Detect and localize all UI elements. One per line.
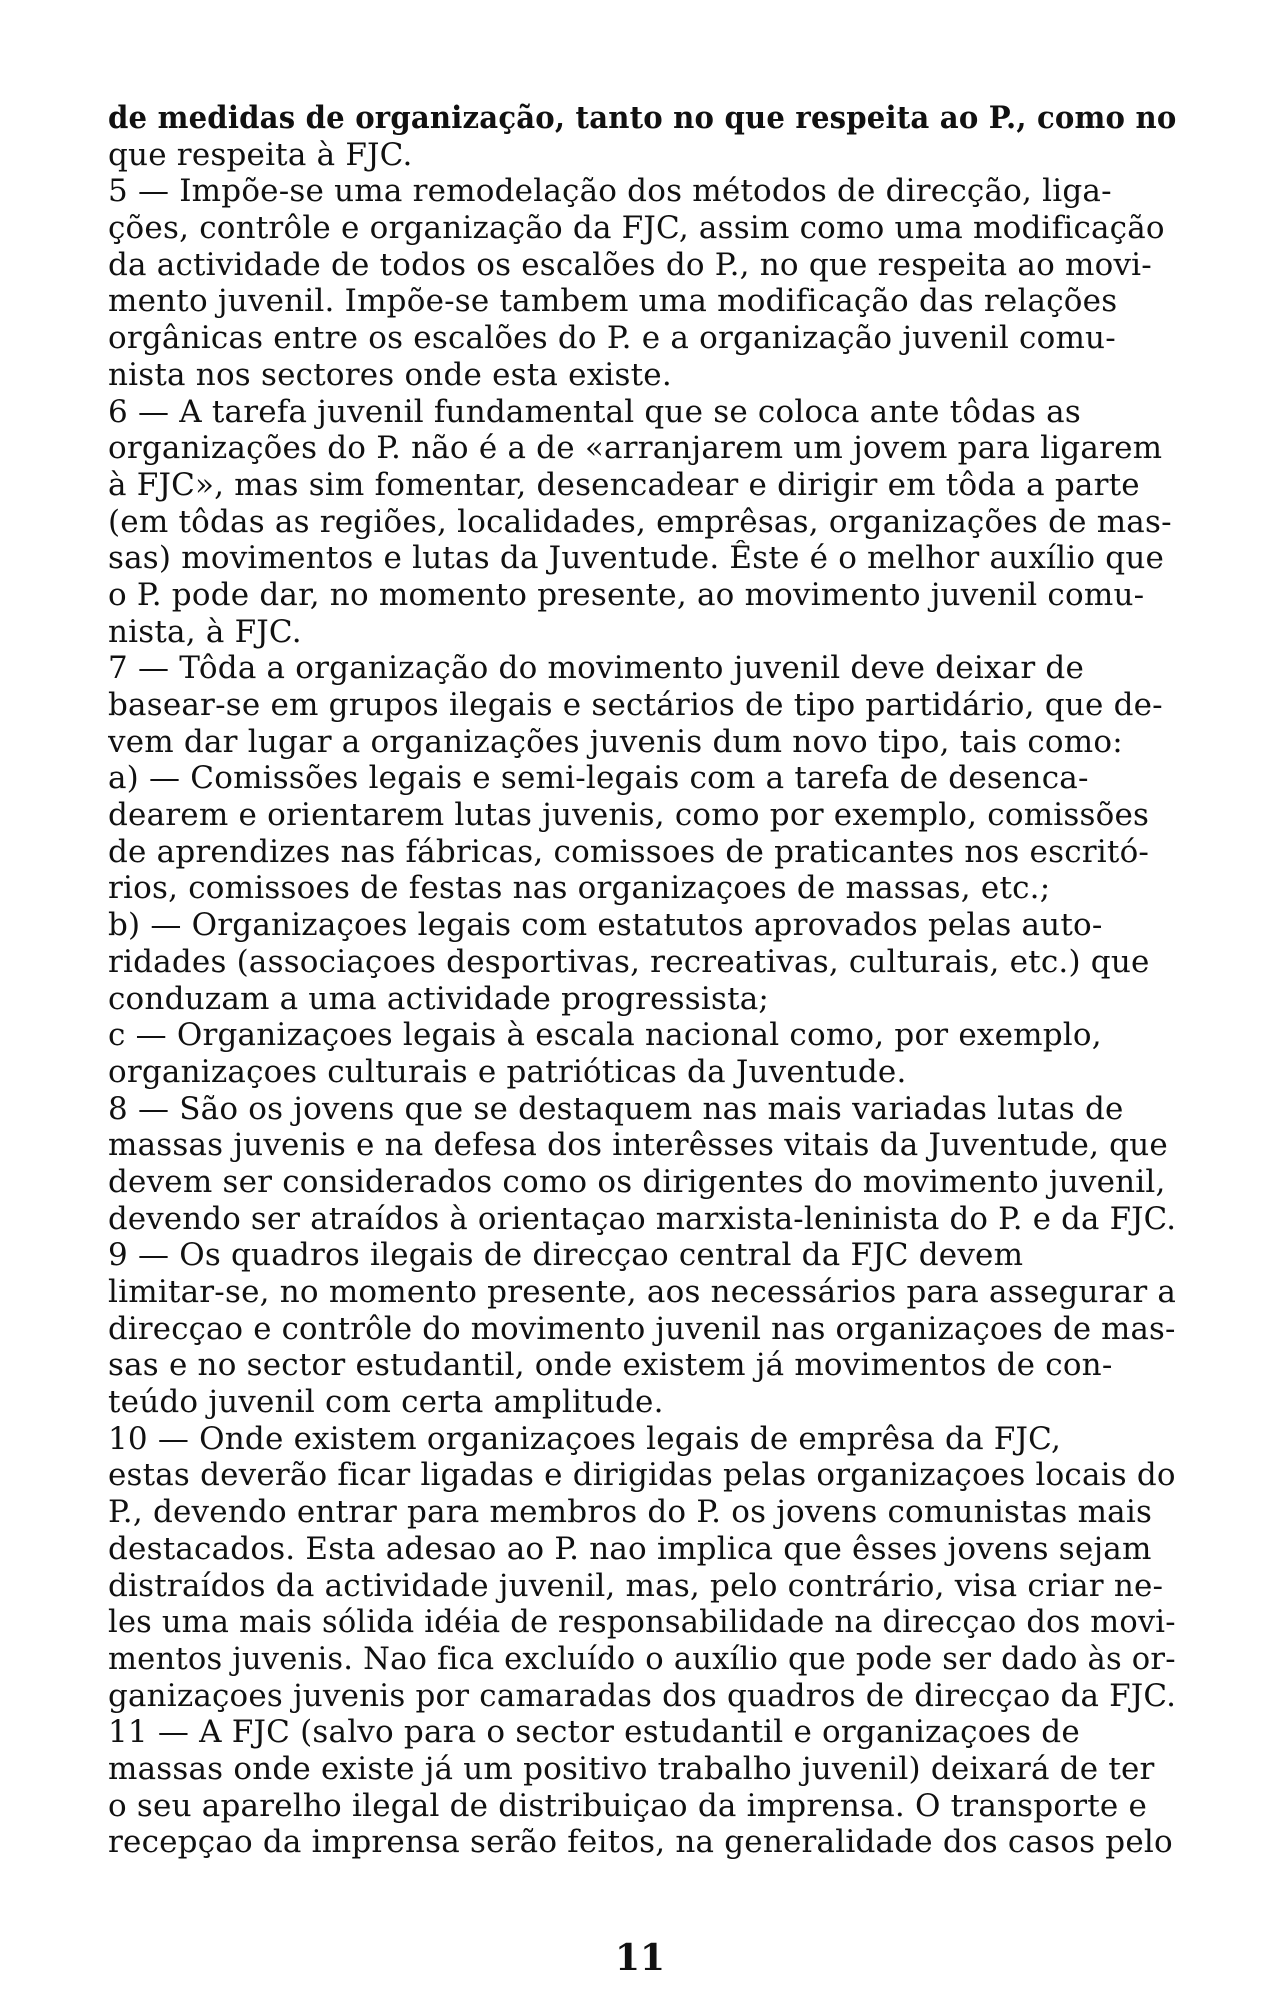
text-line: orgânicas entre os escalões do P. e a organização juvenil comu- (108, 320, 1116, 357)
text-line: da actividade de todos os escalões do P., no que respeita ao movi- (108, 246, 1152, 283)
text-line: destacados. Esta adesao ao P. nao implica que êsses jovens sejam (108, 1530, 1152, 1567)
text-line: devem ser considerados como os dirigentes do movimento juvenil, (108, 1163, 1166, 1200)
text-line: estas deverão ficar ligadas e dirigidas pelas organizaçoes locais do (108, 1457, 1176, 1494)
text-line: (em tôdas as regiões, localidades, emprêsas, organizações de mas- (108, 503, 1172, 540)
text-line: c — Organizaçoes legais à escala nacional como, por exemplo, (108, 1017, 1102, 1054)
text-line: limitar-se, no momento presente, aos necessários para assegurar a (108, 1274, 1176, 1310)
text-line: 6 — A tarefa juvenil fundamental que se coloca ante tôdas as (108, 393, 1081, 430)
text-line: direcçao e contrôle do movimento juvenil nas organizaçoes de mas- (108, 1310, 1176, 1347)
text-line: 8 — São os jovens que se destaquem nas mais variadas lutas de (108, 1090, 1124, 1127)
text-line: massas juvenis e na defesa dos interêsses vitais da Juventude, que (108, 1127, 1168, 1164)
text-line: conduzam a uma actividade progressista; (108, 980, 770, 1017)
page-number: 11 (614, 1937, 666, 1979)
text-line: ganizaçoes juvenis por camaradas dos quadros de direcçao da FJC. (108, 1677, 1176, 1714)
text-line: sas e no sector estudantil, onde existem já movimentos de con- (108, 1347, 1113, 1384)
text-line: 5 — Impõe-se uma remodelação dos métodos de direcção, liga- (108, 173, 1112, 210)
text-line: basear-se em grupos ilegais e sectários de tipo partidário, que de- (108, 687, 1163, 723)
text-line: que respeita à FJC. (108, 136, 413, 173)
text-line: rios, comissoes de festas nas organizaçoes de massas, etc.; (108, 870, 1051, 907)
text-line: sas) movimentos e lutas da Juventude. Êste é o melhor auxílio que (108, 540, 1165, 577)
text-line: o seu aparelho ilegal de distribuiçao da imprensa. O transporte e (108, 1787, 1148, 1824)
text-line: ções, contrôle e organização da FJC, assim como uma modificação (108, 210, 1165, 247)
text-line: recepçao da imprensa serão feitos, na generalidade dos casos pelo (108, 1824, 1173, 1861)
text-line: 9 — Os quadros ilegais de direcçao central da FJC devem (108, 1237, 1024, 1274)
text-line: nista, à FJC. (108, 613, 302, 650)
text-line: 11 — A FJC (salvo para o sector estudantil e organizaçoes de (108, 1714, 1080, 1751)
text-line: 10 — Onde existem organizaçoes legais de emprêsa da FJC, (108, 1420, 1062, 1457)
text-line: dearem e orientarem lutas juvenis, como por exemplo, comissões (108, 797, 1150, 834)
text-line: distraídos da actividade juvenil, mas, pelo contrário, visa criar ne- (108, 1567, 1164, 1604)
text-line: a) — Comissões legais e semi-legais com a tarefa de desenca- (108, 760, 1089, 797)
text-line: nista nos sectores onde esta existe. (108, 356, 672, 393)
text-line: organizações do P. não é a de «arranjarem um jovem para ligarem (108, 430, 1163, 467)
text-line: les uma mais sólida idéia de responsabilidade na direcçao dos movi- (108, 1604, 1176, 1641)
text-line: o P. pode dar, no momento presente, ao movimento juvenil comu- (108, 576, 1145, 613)
text-line: mentos juvenis. Nao fica excluído o auxílio que pode ser dado às or- (108, 1640, 1176, 1677)
text-line: à FJC», mas sim fomentar, desencadear e dirigir em tôda a parte (108, 466, 1140, 503)
text-line: de medidas de organização, tanto no que respeita ao P., como no (108, 100, 1176, 136)
text-line: massas onde existe já um positivo trabalho juvenil) deixará de ter (108, 1750, 1155, 1787)
text-line: b) — Organizaçoes legais com estatutos aprovados pelas auto- (108, 907, 1103, 944)
text-line: vem dar lugar a organizações juvenis dum novo tipo, tais como: (108, 723, 1123, 760)
text-line: mento juvenil. Impõe-se tambem uma modificação das relações (108, 283, 1118, 320)
text-line: P., devendo entrar para membros do P. os jovens comunistas mais (108, 1494, 1153, 1531)
text-line: 7 — Tôda a organização do movimento juvenil deve deixar de (108, 650, 1085, 687)
body-text (108, 100, 1176, 1861)
text-line: de aprendizes nas fábricas, comissoes de praticantes nos escritó- (108, 833, 1150, 870)
text-line: ridades (associaçoes desportivas, recreativas, culturais, etc.) que (108, 943, 1150, 980)
text-line: teúdo juvenil com certa amplitude. (108, 1384, 664, 1421)
text-line: organizaçoes culturais e patrióticas da Juventude. (108, 1053, 907, 1090)
text-line: devendo ser atraídos à orientaçao marxista-leninista do P. e da FJC. (108, 1200, 1177, 1237)
